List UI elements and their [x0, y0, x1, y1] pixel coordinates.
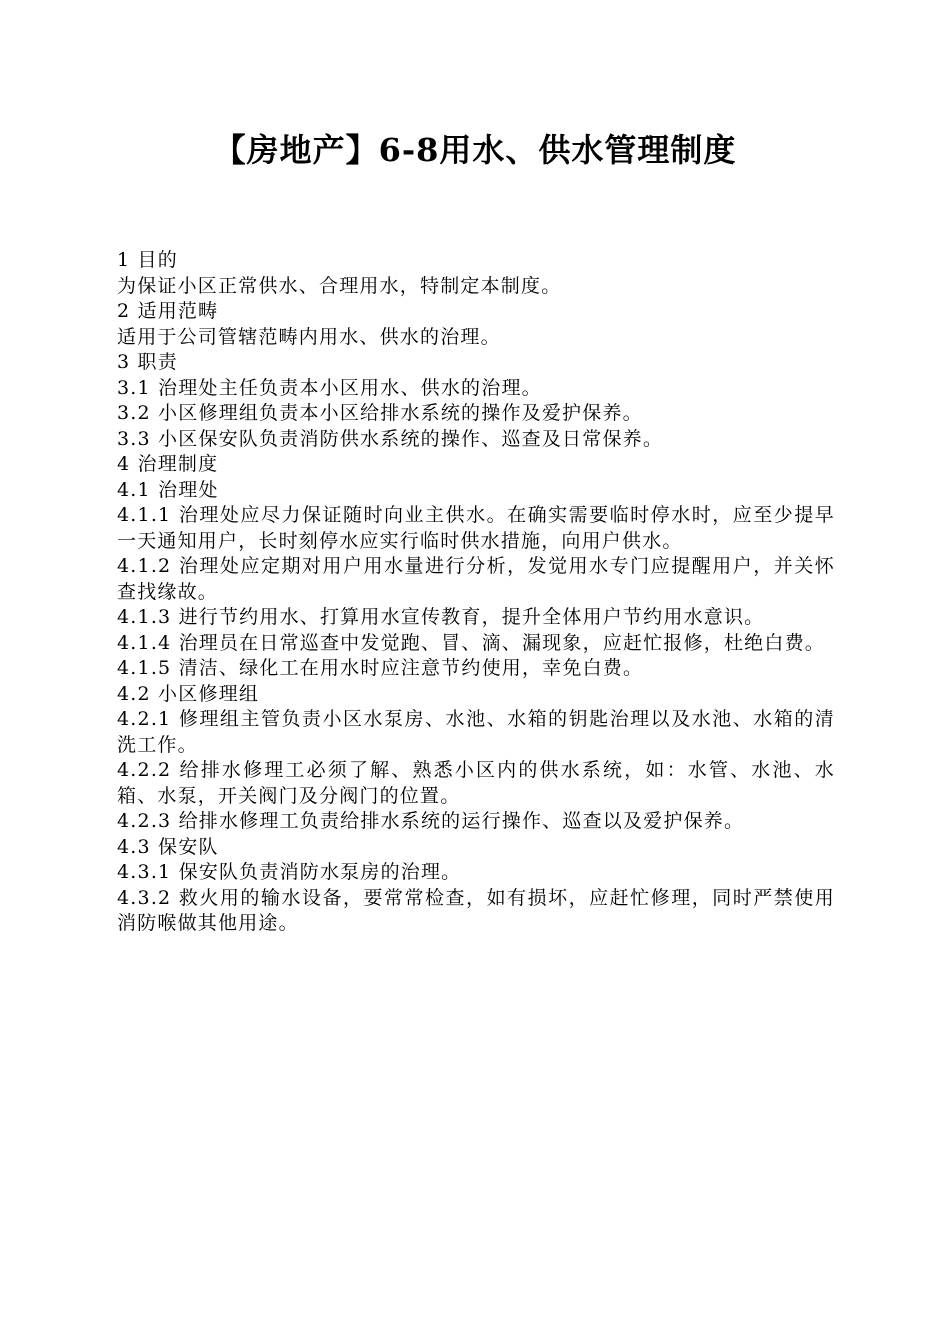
subsection-heading: 4.1 治理处 — [117, 478, 219, 501]
clause: 4.2.2 给排水修理工必须了解、熟悉小区内的供水系统，如：水管、水池、水箱、水泵，开关阀门及分阀门的位置。 — [117, 759, 835, 807]
clause: 4.2.3 给排水修理工负责给排水系统的运行操作、巡查以及爱护保养。 — [117, 810, 745, 832]
clause: 4.3.1 保安队负责消防水泵房的治理。 — [117, 861, 462, 883]
clause: 3.2 小区修理组负责本小区给排水系统的操作及爱护保养。 — [117, 402, 643, 424]
clause: 4.1.5 清洁、绿化工在用水时应注意节约使用，幸免白费。 — [117, 657, 644, 679]
paragraph: 为保证小区正常供水、合理用水，特制定本制度。 — [117, 274, 562, 297]
paragraph: 适用于公司管辖范畴内用水、供水的治理。 — [117, 325, 501, 348]
document-body — [117, 248, 835, 937]
section-heading: 1 目的 — [117, 249, 178, 271]
clause: 4.1.2 治理处应定期对用户用水量进行分析，发觉用水专门应提醒用户，并关怀查找缘故。 — [117, 555, 835, 603]
subsection-heading: 4.3 保安队 — [117, 835, 219, 858]
clause: 4.3.2 救火用的输水设备，要常常检查，如有损坏，应赶忙修理，同时严禁使用消防喉做其他用途。 — [117, 886, 835, 934]
clause: 4.1.4 治理员在日常巡查中发觉跑、冒、滴、漏现象，应赶忙报修，杜绝白费。 — [117, 631, 825, 654]
section-heading: 2 适用范畴 — [117, 300, 219, 322]
clause: 3.3 小区保安队负责消防供水系统的操作、巡查及日常保养。 — [117, 427, 664, 450]
section-heading: 4 治理制度 — [117, 453, 219, 475]
document-title: 【房地产】6-8用水、供水管理制度 — [213, 131, 737, 169]
clause: 3.1 治理处主任负责本小区用水、供水的治理。 — [117, 376, 542, 399]
clause: 4.1.3 进行节约用水、打算用水宣传教育，提升全体用户节约用水意识。 — [117, 606, 765, 628]
clause: 4.2.1 修理组主管负责小区水泵房、水池、水箱的钥匙治理以及水池、水箱的清洗工作。 — [117, 708, 835, 756]
subsection-heading: 4.2 小区修理组 — [117, 682, 260, 705]
section-heading: 3 职责 — [117, 351, 178, 373]
clause: 4.1.1 治理处应尽力保证随时向业主供水。在确实需要临时停水时，应至少提早一天通知用户，长时刻停水应实行临时供水措施，向用户供水。 — [117, 504, 835, 552]
